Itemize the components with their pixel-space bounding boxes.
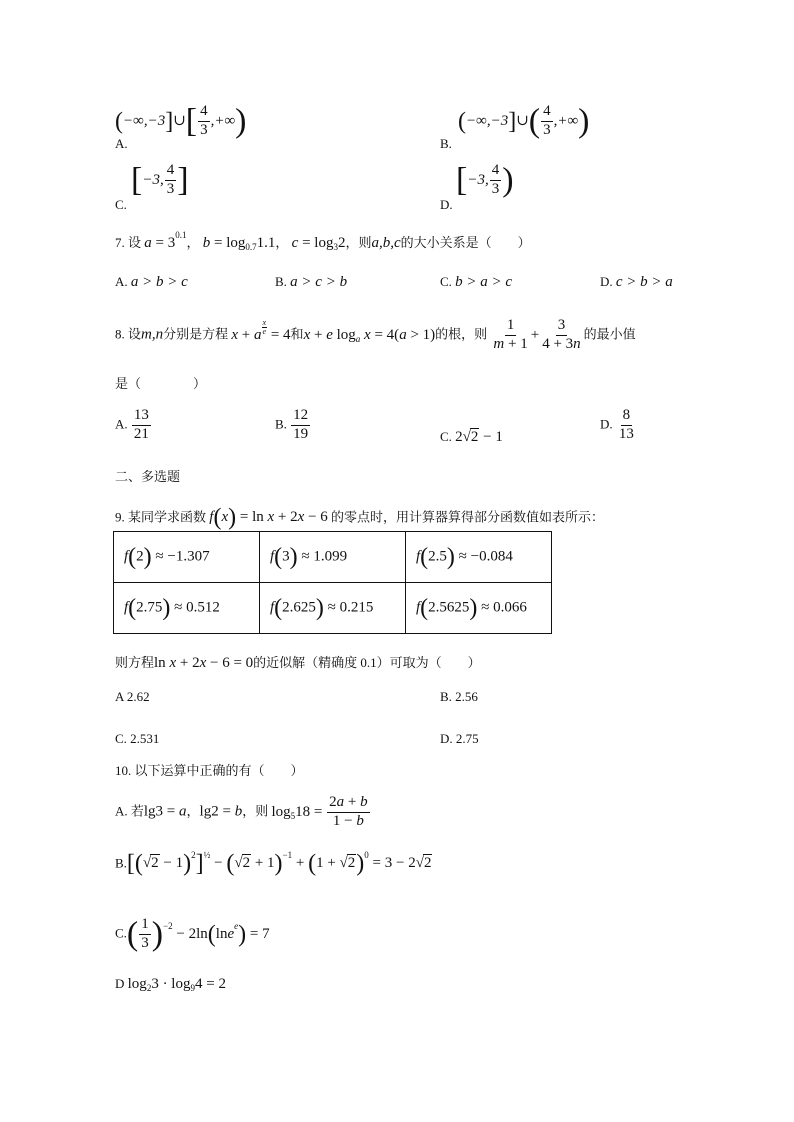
q8-text1: 分别是方程 (163, 326, 229, 342)
function-values-table (113, 531, 552, 634)
q7-c-def: $c = \log_32$ (291, 235, 346, 252)
q9-option-a-letter: A (115, 689, 124, 704)
q9-number: 9. 某同学求函数 (115, 509, 207, 525)
q9-option-b-value: 2.56 (455, 689, 478, 704)
q6-option-c-letter: C. (115, 197, 127, 212)
q8-eq1: x + a $\frac{x}{e}$ = 4 (231, 317, 291, 343)
q8-option-c-expr: 2√2 − 1 (455, 429, 503, 445)
table-cell: f(2.5625) ≈ 0.066 (406, 583, 552, 634)
q10-option-c[interactable] (115, 917, 270, 952)
q10-option-a[interactable] (115, 795, 371, 830)
q9-option-c-value: 2.531 (130, 731, 160, 746)
q8-number: 8. 设 (115, 326, 142, 342)
q8-option-c-letter: C. (440, 429, 452, 444)
q9-followup-eq: ln x + 2x − 6 = 0 (154, 655, 254, 671)
q8-text3: 的根，则 (435, 326, 488, 342)
q7-option-d[interactable] (600, 274, 673, 291)
q7-then: ，则 (345, 235, 372, 250)
q6-option-b-letter: B. (440, 136, 452, 151)
q10-option-a-then: ，则 (242, 803, 269, 819)
q6-option-c[interactable] (131, 163, 189, 198)
q10-option-d-expr: $\log_23 \cdot \log_94 = 2$ (127, 976, 226, 993)
q8-option-a-letter: A. (115, 416, 128, 432)
q9-followup-pre: 则方程 (115, 655, 155, 670)
q9-option-d-letter: D. (440, 731, 453, 746)
q8-expr: $\frac{1}{m + 1}$ + $\frac{3}{4 + 3n}$ (493, 317, 581, 352)
q7-a-def: $a = 3^{0.1}$ (144, 230, 187, 251)
q7-b-def: $b = \log_{0.7}1.1$ (202, 235, 276, 252)
q10-option-d[interactable] (115, 976, 226, 993)
q8-text2: 和 (290, 326, 304, 342)
q7-option-a[interactable] (115, 274, 188, 291)
q10-option-a-result: $\log_518$ = $\frac{2a + b}{1 - b}$ (271, 794, 368, 829)
q6-option-b-expr: (−∞,−3]∪( $\frac{4}{3}$ ,+∞) (458, 102, 590, 140)
q7-option-a-letter: A. (115, 274, 128, 289)
q8-eq2: x + e $\log_a x = 4(a > 1)$ (303, 326, 436, 344)
q8-line2: 是（ ） (115, 376, 207, 391)
q8-option-b-letter: B. (275, 416, 287, 432)
q10-option-a-p2: lg2 = b (199, 803, 243, 820)
q7-option-b-letter: B. (275, 274, 287, 289)
q7-option-b[interactable] (275, 274, 347, 291)
q9-option-d-value: 2.75 (455, 731, 479, 746)
q8-option-b[interactable] (275, 408, 311, 443)
q8-option-b-expr: $\frac{12}{19}$ (293, 407, 309, 442)
q8-text4: 的最小值 (583, 326, 636, 342)
q8-option-d-expr: $\frac{8}{13}$ (618, 407, 634, 442)
q7-stem: 7. 设 $a = 3^{0.1}$， $b = \log_{0.7}1.1$， $c = \log_32$，则a,b,c的大小关系是（ ） (115, 230, 531, 252)
q9-option-c-letter: C. (115, 731, 127, 746)
q7-option-d-letter: D. (600, 274, 613, 289)
q7-question: 的大小关系是（ ） (400, 235, 531, 250)
q6-option-d-expr: [−3, $\frac{4}{3}$ ) (456, 161, 514, 199)
table-row (114, 583, 552, 634)
q7-option-a-expr: a > b > c (130, 274, 188, 290)
table-cell: f(2.625) ≈ 0.215 (260, 583, 406, 634)
q6-option-b[interactable] (458, 104, 590, 139)
table-cell: f(2) ≈ −1.307 (114, 532, 260, 583)
q9-option-a[interactable] (115, 689, 150, 705)
q8-option-a[interactable] (115, 408, 152, 443)
q7-option-c[interactable] (440, 274, 512, 291)
q9-func: f(x) = ln x + 2x − 6 (209, 505, 328, 531)
q8-option-d-letter: D. (600, 416, 613, 432)
q10-option-c-letter: C. (115, 925, 127, 941)
q9-option-a-value: 2.62 (126, 689, 150, 704)
q10-option-d-letter: D (115, 976, 125, 991)
q6-option-d-letter: D. (440, 197, 453, 212)
q6-option-a-letter: A. (115, 136, 128, 151)
q7-number: 7. 设 (115, 235, 142, 250)
table-cell: f(3) ≈ 1.099 (260, 532, 406, 583)
q8-vars: m,n (141, 326, 164, 343)
q10-option-a-p1: lg3 = a (143, 803, 187, 820)
q10-title: 10. 以下运算中正确的有（ ） (115, 763, 304, 778)
q9-option-d[interactable] (440, 731, 479, 747)
q7-vars: a,b,c (371, 235, 401, 251)
q10-option-a-letter: A. 若 (115, 803, 144, 819)
q7-option-d-expr: c > b > a (615, 274, 673, 290)
q9-option-c[interactable] (115, 731, 159, 747)
q10-option-b-letter: B. (115, 855, 127, 871)
q6-option-a[interactable] (115, 104, 247, 139)
q10-option-b-expr: $[(√2 - 1)^2]^{\frac{1}{2}} - (√2 + 1)^{-1} + (1 + √2)^0 = 3 - 2√2$ (126, 850, 432, 877)
q8-option-a-expr: $\frac{13}{21}$ (133, 407, 149, 442)
q8-option-c[interactable] (440, 428, 503, 446)
section-title-multiple-choice: 二、多选题 (115, 469, 181, 484)
q8-option-d[interactable] (600, 408, 637, 443)
q9-option-b-letter: B. (440, 689, 452, 704)
q9-followup (115, 652, 481, 672)
q6-option-a-expr: (−∞,−3]∪[ $\frac{4}{3}$ ,+∞) (115, 102, 247, 140)
q10-option-b[interactable] (115, 852, 432, 876)
q10-option-a-sep: ， (186, 803, 200, 819)
q9-stem (115, 506, 604, 530)
table-cell: f(2.5) ≈ −0.084 (406, 532, 552, 583)
q9-option-b[interactable] (440, 689, 478, 705)
q8-stem (115, 318, 636, 353)
q10-option-c-expr: ( $\frac{1}{3}$ )$^{-2}$ − 2ln(lne$^e$) = 7 (126, 915, 270, 953)
q7-option-c-letter: C. (440, 274, 452, 289)
table-row (114, 532, 552, 583)
q7-option-c-expr: b > a > c (455, 274, 513, 290)
q9-text1: 的零点时，用计算器算得部分函数值如表所示： (331, 509, 605, 525)
q6-option-c-expr: [−3, $\frac{4}{3}$ ] (131, 161, 189, 199)
q6-option-d[interactable] (456, 163, 514, 198)
q7-option-b-expr: a > c > b (290, 274, 348, 290)
q9-followup-post: 的近似解（精确度 0.1）可取为（ ） (253, 655, 481, 670)
table-cell: f(2.75) ≈ 0.512 (114, 583, 260, 634)
